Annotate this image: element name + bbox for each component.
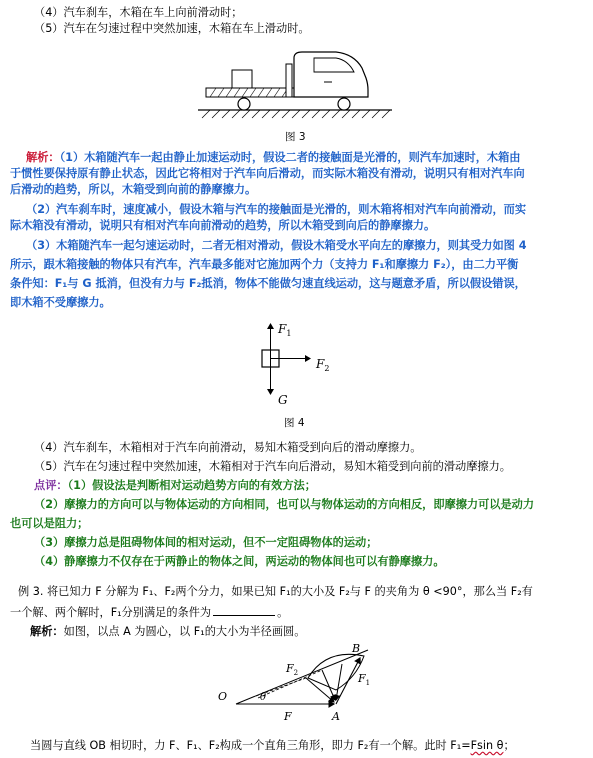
answer-blank[interactable] [213, 604, 275, 616]
answer-4: （4）汽车刹车，木箱相对于汽车向前滑动，易知木箱受到向后的滑动摩擦力。 [34, 441, 422, 454]
figure-4-force-diagram [248, 316, 348, 414]
analysis-label: 解析： [26, 151, 60, 164]
analysis-p3-line3: 条件知：F₁与 G 抵消，但没有力与 F₂抵消，物体不能做匀速直线运动，这与题意矛盾，所以假设错误， [10, 277, 526, 290]
example3-line2-text: 一个解、两个解时，F₁分别满足的条件为 [10, 606, 212, 619]
comment-3: （3）摩擦力总是阻碍物体间的相对运动，但不一定阻碍物体的运动； [34, 536, 378, 549]
bottom-end: ； [503, 739, 515, 752]
comment-1: （1）假设法是判断相对运动趋势方向的有效方法； [67, 479, 316, 492]
analysis-p2-line2: 际木箱没有滑动，说明只有相对汽车向前滑动的趋势，所以木箱受到向后的静摩擦力。 [10, 219, 436, 232]
fig5-label-o: O [218, 690, 228, 703]
analysis-p2-line1: （2）汽车刹车时，速度减小，假设木箱与汽车的接触面是光滑的，则木箱将相对汽车向前滑动，而实 [26, 203, 527, 216]
figure-3-truck-diagram [196, 46, 396, 128]
fig5-label-a: A [332, 710, 340, 723]
fig5-label-f: F [284, 710, 292, 723]
fig5-label-b: B [352, 642, 361, 655]
fig4-label-g: G [278, 393, 288, 407]
fig5-label-f1: $F_1$ [358, 672, 371, 687]
comment-2-line2: 也可以是阻力； [10, 517, 89, 530]
analysis-p3-line4: 即木箱不受摩擦力。 [10, 296, 111, 309]
fig4-label-f2: $F_2$ [316, 357, 330, 373]
bottom-formula: Fsin θ [470, 739, 504, 752]
figure-5-vector-diagram [196, 642, 386, 726]
analysis-p1-line2: 于惯性要保持原有静止状态，因此它将相对于汽车向后滑动，而实际木箱没有滑动，说明只有相对汽车向 [10, 167, 525, 180]
fig5-label-f2: $F_2$ [286, 662, 299, 677]
analysis-p3-line2: 所示，跟木箱接触的物体只有汽车，汽车最多能对它施加两个力（支持力 F₁和摩擦力 F₂），由二力平衡 [10, 258, 519, 271]
example3-line2-end: 。 [277, 606, 289, 619]
figure-3-caption: 图 3 [285, 131, 306, 143]
comment-2-line1: （2）摩擦力的方向可以与物体运动的方向相同，也可以与物体运动的方向相反，即摩擦力可以是动力 [34, 498, 535, 511]
figure-4-caption: 图 4 [284, 417, 305, 429]
fig5-label-theta: θ [260, 692, 267, 703]
analysis-p1-line3: 后滑动的趋势，所以，木箱受到向前的静摩擦力。 [10, 183, 257, 196]
fig4-label-f1: $F_1$ [278, 322, 292, 338]
analysis-p3-line1: （3）木箱随汽车一起匀速运动时，二者无相对滑动，假设木箱受水平向左的摩擦力，则其受力如图 4 [26, 239, 527, 252]
comment-4: （4）静摩擦力不仅存在于两静止的物体之间，两运动的物体间也可以有静摩擦力。 [34, 555, 445, 568]
example3-solution-text: 如图，以点 A 为圆心，以 F₁的大小为半径画圆。 [63, 625, 306, 638]
analysis-p1-line1: （1）木箱随汽车一起由静止加速运动时，假设二者的接触面是光滑的，则汽车加速时，木箱由 [59, 151, 521, 164]
comment-label: 点评： [34, 479, 68, 492]
answer-5: （5）汽车在匀速过程中突然加速，木箱相对于汽车向后滑动，易知木箱受到向前的滑动摩擦力。 [34, 460, 511, 473]
bottom-text: 当圆与直线 OB 相切时，力 F、F₁、F₂构成一个直角三角形，即力 F₂有一个解。此时 F₁= [30, 739, 471, 752]
example3-solution-label: 解析： [30, 625, 64, 638]
top-item-5: （5）汽车在匀速过程中突然加速，木箱在车上滑动时。 [34, 22, 310, 35]
example3-line1: 例 3. 将已知力 F 分解为 F₁、F₂两个分力，如果已知 F₁的大小及 F₂与 F 的夹角为 θ <90°，那么当 F₂有 [18, 585, 533, 598]
top-item-4: （4）汽车刹车，木箱在车上向前滑动时； [34, 6, 243, 19]
